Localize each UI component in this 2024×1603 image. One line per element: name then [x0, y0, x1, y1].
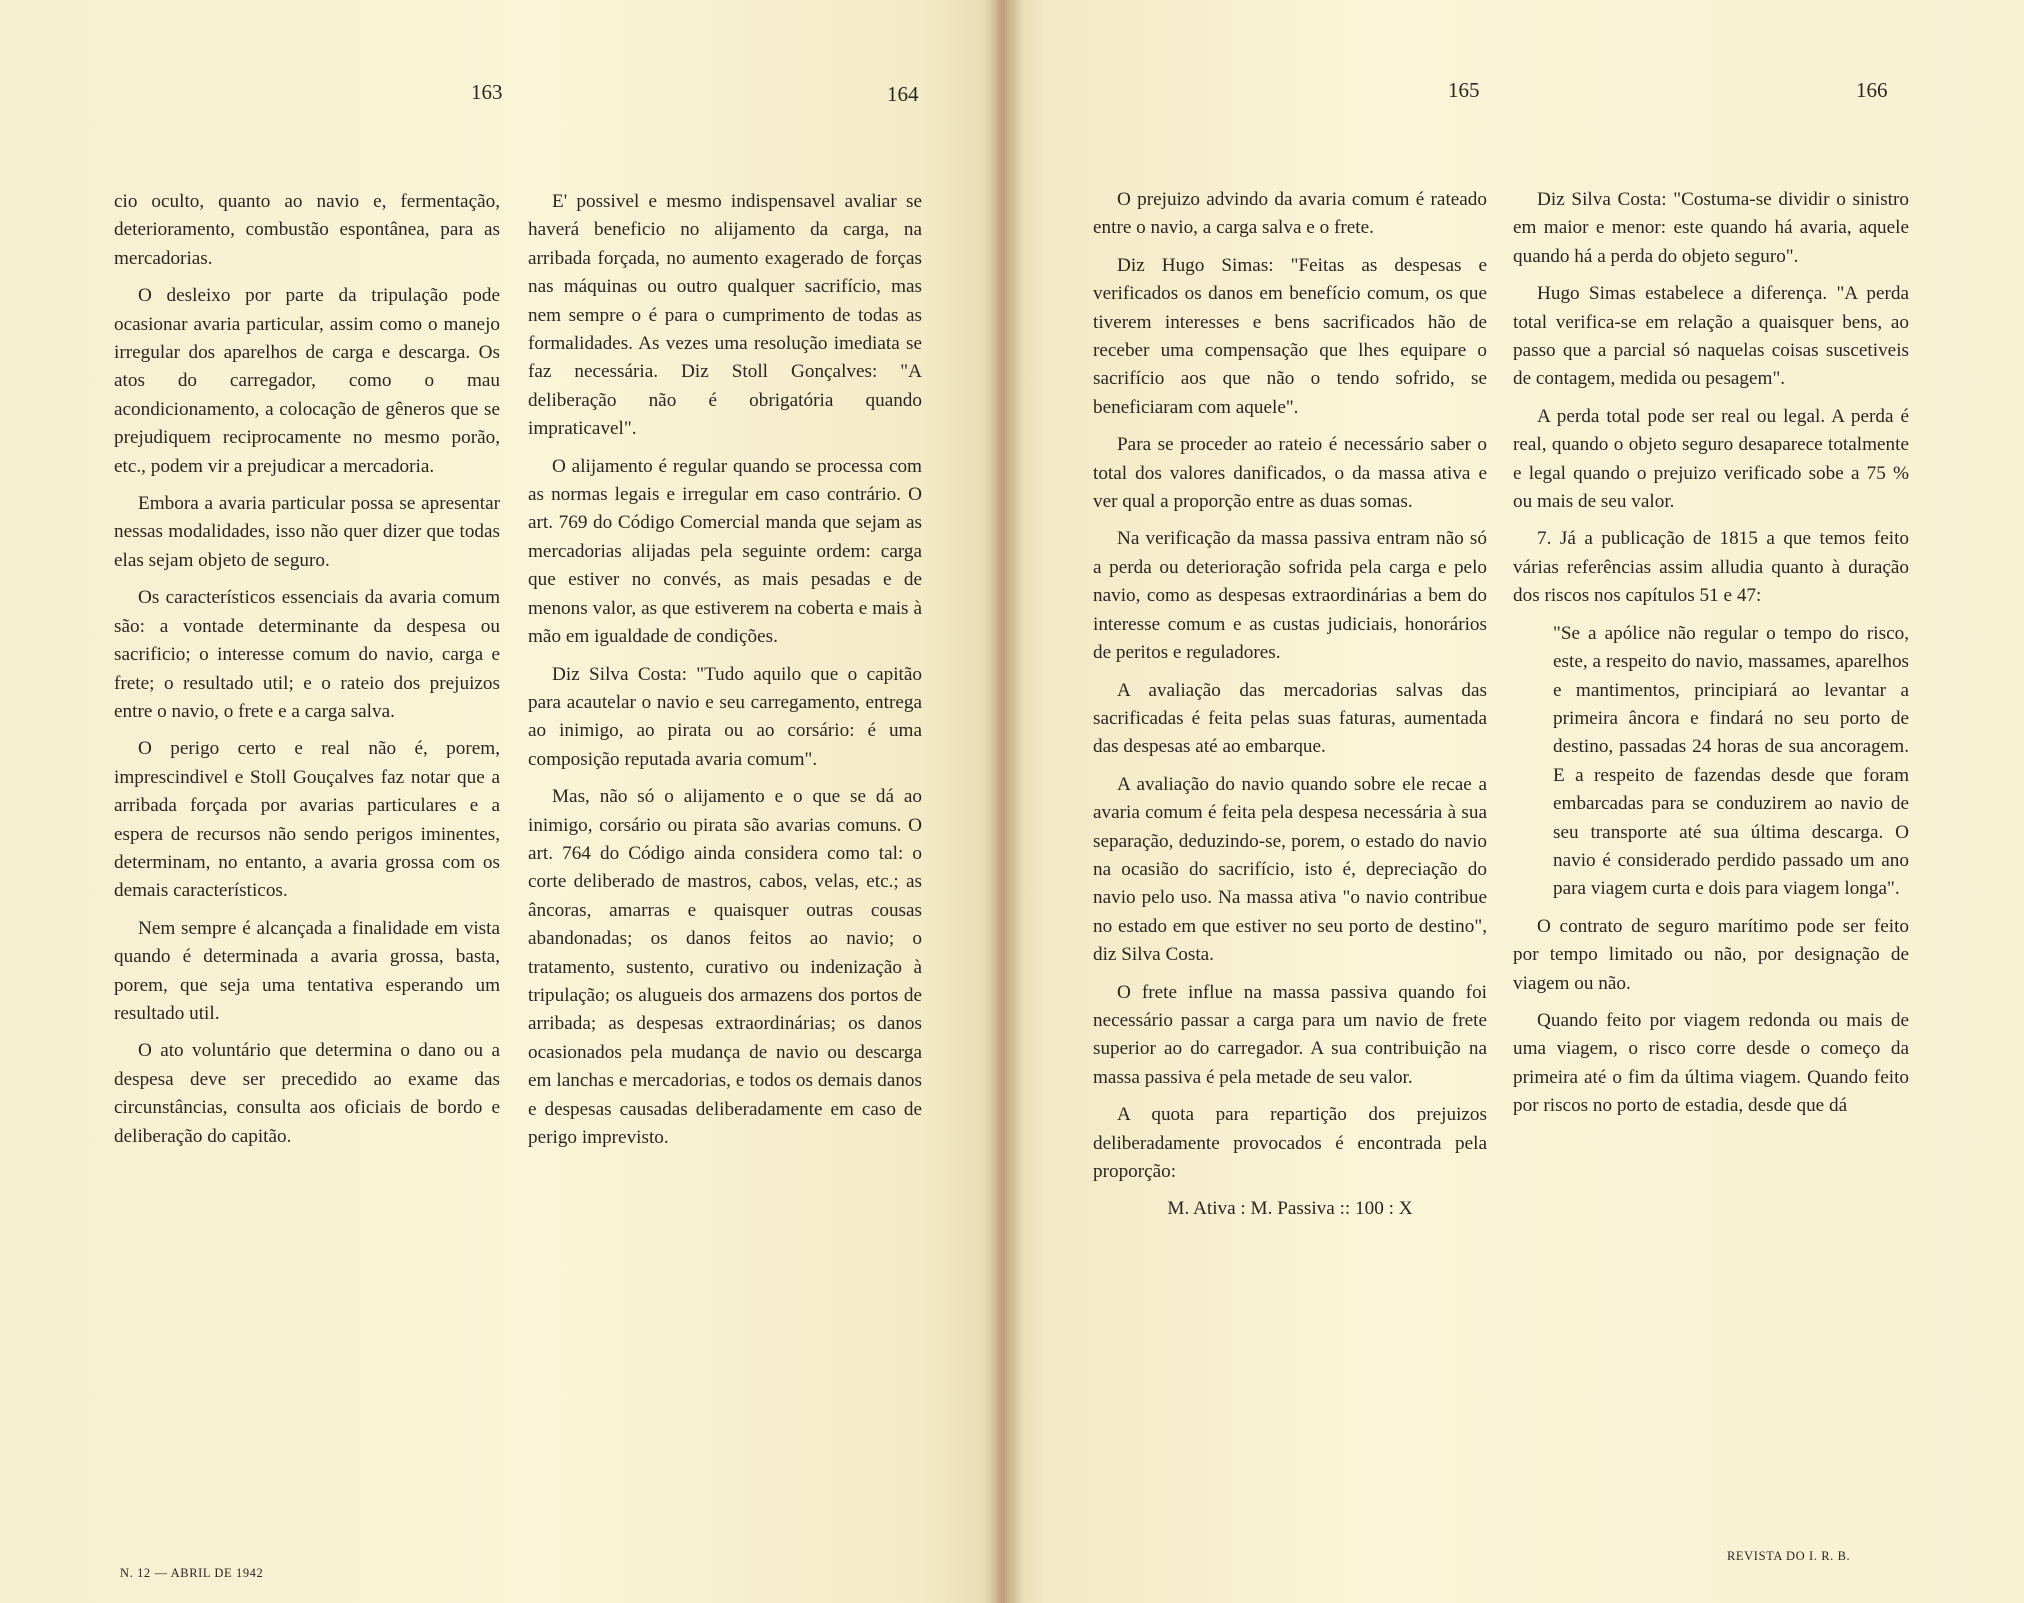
- paragraph: Nem sempre é alcançada a finalidade em vista quando é determinada a avaria grossa, basta, porem, que seja uma tentativa esperando um resultado util.: [114, 917, 500, 1024]
- paragraph: Diz Hugo Simas: "Feitas as despesas e verificados os danos em benefício comum, os que tiverem interesses e bens sacrificados hão de receber uma compensação que lhes equipare o sacrifício aos que não o tendo sofrido, se beneficiaram com aquele".: [1093, 254, 1487, 418]
- left-page: [0, 0, 1003, 1603]
- page-number-164: 164: [887, 82, 919, 106]
- paragraph: O ato voluntário que determina o dano ou a despesa deve ser precedido ao exame das circunstâncias, consulta aos oficiais de bordo e deliberação do capitão.: [114, 1040, 500, 1147]
- paragraph: O frete influe na massa passiva quando foi necessário passar a carga para um navio de frete superior ao do carregador. A sua contribuição na massa passiva é pela metade de seu valor.: [1093, 981, 1487, 1088]
- paragraph: Para se proceder ao rateio é necessário saber o total dos valores danificados, o da massa ativa e ver qual a proporção entre as duas somas.: [1093, 434, 1487, 513]
- paragraph: A quota para repartição dos prejuizos deliberadamente provocados é encontrada pela proporção:: [1093, 1104, 1487, 1182]
- paragraph: O desleixo por parte da tripulação pode ocasionar avaria particular, assim como o manejo irregular dos aparelhos de carga e descarga. Os atos do carregador, como o mau acondicionamento, a colocação de gêneros que se prejudiquem reciprocamente no mesmo porão, etc., podem vir a prejudicar a mercadoria.: [114, 285, 500, 477]
- paragraph: O contrato de seguro marítimo pode ser feito por tempo limitado ou não, por designação de viagem ou não.: [1513, 915, 1909, 994]
- proportion-formula: M. Ativa : M. Passiva :: 100 : X: [1167, 1198, 1413, 1220]
- paragraph: Diz Silva Costa: "Tudo aquilo que o capitão para acautelar o navio e seu carregamento, entrega ao inimigo, ao pirata ou ao corsário: é uma composição reputada avaria comum".: [528, 663, 922, 770]
- paragraph: A perda total pode ser real ou legal. A perda é real, quando o objeto seguro desaparece totalmente e legal quando o prejuizo verificado sobe a 75 % ou mais de seu valor.: [1513, 405, 1909, 513]
- paragraph: Na verificação da massa passiva entram não só a perda ou deterioração sofrida pela carga e pelo navio, como as despesas extraordinárias a bem do interesse comum e as custas judiciais, honorários de peritos e reguladores.: [1093, 528, 1487, 664]
- right-page: [1003, 0, 2024, 1603]
- paragraph: E' possivel e mesmo indispensavel avaliar se haverá beneficio no alijamento da carga, na arribada forçada, no aumento exagerado de forças nas máquinas ou outro qualquer sacrifício, mas nem sempre o é para o cumprimento de todas as formalidades. As vezes uma resolução imediata se faz necessária. Diz Stoll Gonçalves: "A deliberação não é obrigatória quando impraticavel".: [528, 191, 922, 440]
- paragraph: Hugo Simas estabelece a diferença. "A perda total verifica-se em relação a quaisquer bens, ao passo que a parcial só naquelas coisas suscetiveis de contagem, medida ou pesagem".: [1513, 283, 1909, 390]
- paragraph: Quando feito por viagem redonda ou mais de uma viagem, o risco corre desde o começo da primeira até o fim da última viagem. Quando feito por riscos no porto de estadia, desde que dá: [1513, 1009, 1909, 1117]
- binding-edge: [996, 0, 1006, 1603]
- paragraph: Os característicos essenciais da avaria comum são: a vontade determinante da despesa ou sacrificio; o interesse comum do navio, carga e frete; o resultado util; e o rateio dos prejuizos entre o navio, o frete e a carga salva.: [114, 587, 500, 722]
- paragraph: O perigo certo e real não é, porem, imprescindivel e Stoll Gouçalves faz notar que a arribada forçada por avarias particulares e a espera de recursos não sendo perigos iminentes, determinam, no entanto, a avaria grossa com os demais característicos.: [114, 738, 500, 902]
- paragraph: A avaliação do navio quando sobre ele recae a avaria comum é feita pela despesa necessária à sua separação, deduzindo-se, porem, o estado do navio na ocasião do sacrifício, isto é, depreciação do navio pelo uso. Na massa ativa "o navio contribue no estado em que estiver no seu porto de destino", diz Silva Costa.: [1093, 773, 1487, 966]
- paragraph: Embora a avaria particular possa se apresentar nessas modalidades, isso não quer dizer que todas elas sejam objeto de seguro.: [114, 493, 500, 571]
- text-column-164: [528, 188, 922, 1161]
- paragraph: Diz Silva Costa: "Costuma-se dividir o sinistro em maior e menor: este quando há avaria, aquele quando há a perda do objeto seguro".: [1513, 189, 1909, 267]
- page-number-163: 163: [471, 80, 503, 104]
- paragraph: cio oculto, quanto ao navio e, fermentação, deterioramento, combustão espontânea, para as mercadorias.: [114, 191, 500, 269]
- block-quote: "Se a apólice não regular o tempo do risco, este, a respeito do navio, massames, aparelhos e mantimentos, principiará ao levantar a primeira âncora e findará no seu porto de destino, passadas 24 horas de sua ancoragem. E a respeito de fazendas desde que foram embarcadas para se conduzirem ao navio de seu transporte até sua última descarga. O navio é considerado perdido passado um ano para viagem curta e dois para viagem longa".: [1553, 622, 1909, 900]
- paragraph: O alijamento é regular quando se processa com as normas legais e irregular em caso contrário. O art. 769 do Código Comercial manda que sejam as mercadorias alijadas pela seguinte ordem: carga que estiver no convés, as mais pesadas e de menons valor, as que estiverem na coberta e mais à mão em igualdade de condições.: [528, 455, 922, 648]
- footer-issue-date: N. 12 — ABRIL DE 1942: [120, 1566, 264, 1580]
- text-column-163: [114, 188, 500, 1160]
- footer-journal-title: REVISTA DO I. R. B.: [1727, 1549, 1851, 1563]
- page-number-165: 165: [1448, 78, 1480, 102]
- paragraph: O prejuizo advindo da avaria comum é rateado entre o navio, a carga salva e o frete.: [1093, 189, 1487, 239]
- paragraph: 7. Já a publicação de 1815 a que temos feito várias referências assim alludia quanto à duração dos riscos nos capítulos 51 e 47:: [1513, 528, 1909, 607]
- text-column-165: [1093, 186, 1487, 1233]
- text-column-166: [1513, 186, 1909, 1130]
- page-number-166: 166: [1856, 78, 1888, 102]
- paragraph: A avaliação das mercadorias salvas das sacrificadas é feita pelas suas faturas, aumentada das despesas até ao embarque.: [1093, 679, 1487, 758]
- paragraph: Mas, não só o alijamento e o que se dá ao inimigo, corsário ou pirata são avarias comuns. O art. 764 do Código ainda considera como tal: o corte deliberado de mastros, cabos, velas, etc.; as âncoras, amarras e quaisquer outras cousas abandonadas; os danos feitos ao navio; o tratamento, sustento, curativo ou indenização à tripulação; os alugueis dos armazens dos portos de arribada; as despesas extraordinárias; os danos ocasionados pela mudança de navio ou descarga em lanchas e mercadorias, e todos os demais danos e despesas causadas deliberadamente em caso de perigo imprevisto.: [528, 786, 922, 1148]
